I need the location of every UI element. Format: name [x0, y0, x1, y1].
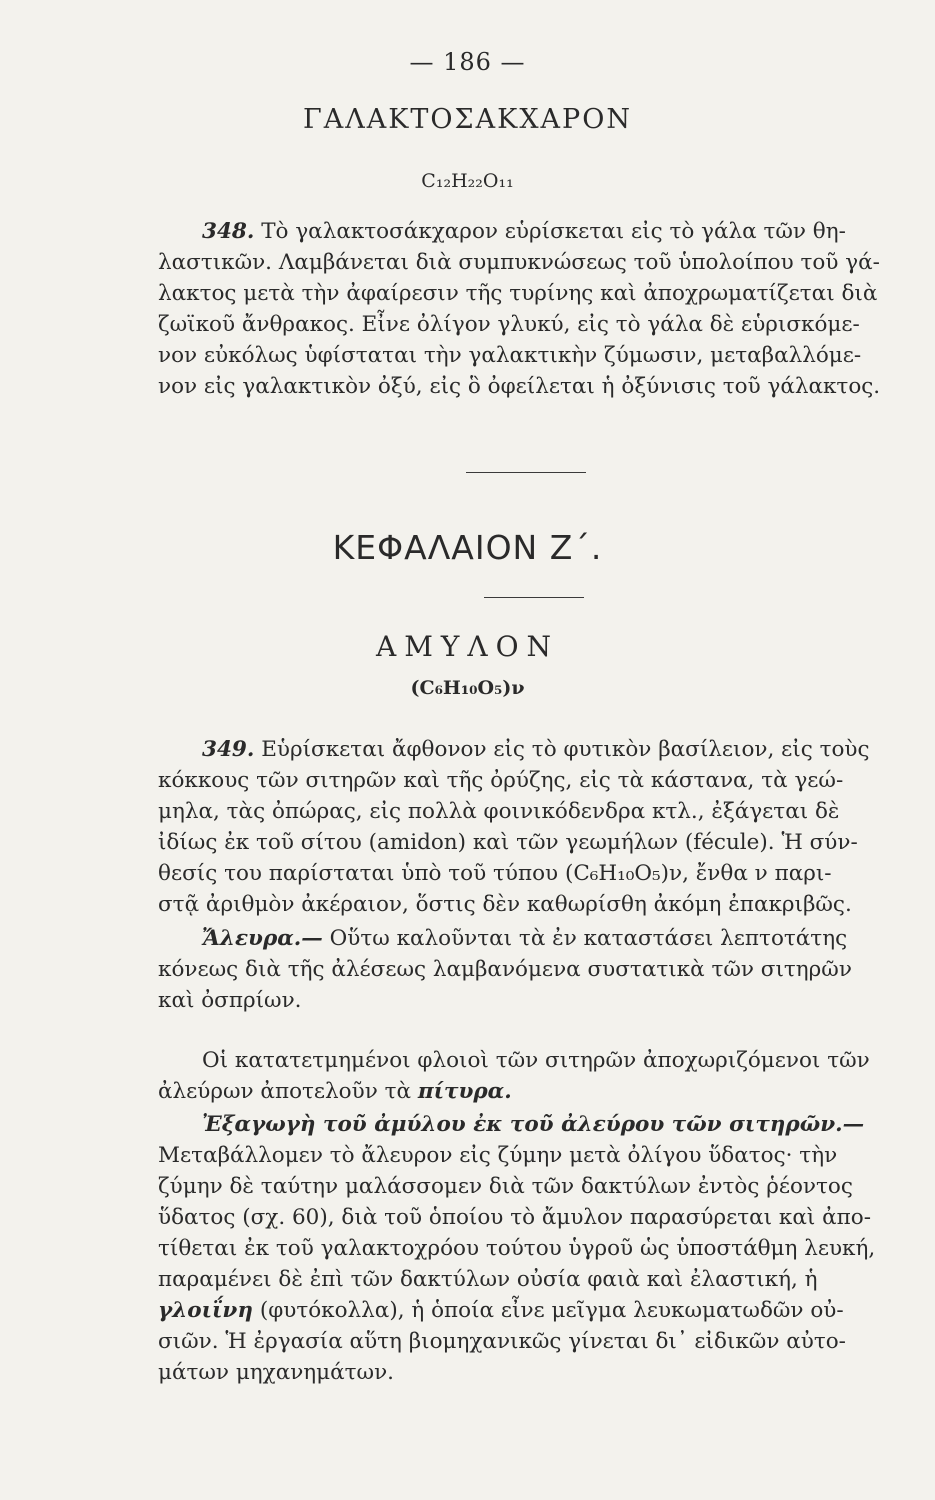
paragraph-line: παραμένει δὲ ἐπὶ τῶν δακτύλων οὐσία φαιὰ καὶ ἐλαστική, ἡ — [158, 1267, 818, 1292]
paragraph-line: στᾷ ἀριθμὸν ἀκέραιον, ὅστις δὲν καθωρίσθη ἀκόμη ἐπακριβῶς. — [158, 892, 852, 917]
term-pitura: πίτυρα. — [417, 1079, 512, 1104]
term-aleura: Ἄλευρα.— — [202, 926, 323, 951]
paragraph-line: γλοιΐνη (φυτόκολλα), ἡ ὁποία εἶνε μεῖγμα λευκωματωδῶν οὐ- — [158, 1298, 844, 1323]
paragraph-line: ἰδίως ἐκ τοῦ σίτου (amidon) καὶ τῶν γεωμήλων (fécule). Ἡ σύν- — [158, 830, 858, 855]
paragraph-line: καὶ ὀσπρίων. — [158, 988, 302, 1013]
paragraph-line: μηλα, τὰς ὀπώρας, εἰς πολλὰ φοινικόδενδρα κτλ., ἐξάγεται δὲ — [158, 799, 840, 824]
paragraph-line: ζωϊκοῦ ἄνθρακος. Εἶνε ὀλίγον γλυκύ, εἰς τὸ γάλα δὲ εὑρισκόμε- — [158, 312, 860, 337]
paragraph-line: τίθεται ἐκ τοῦ γαλακτοχρόου τούτου ὑγροῦ ὡς ὑποστάθμη λευκή, — [158, 1236, 876, 1261]
paragraph-line: νον εὐκόλως ὑφίσταται τὴν γαλακτικὴν ζύμωσιν, μεταβαλλόμε- — [158, 343, 862, 368]
paragraph-line: θεσίς του παρίσταται ὑπὸ τοῦ τύπου (C₆H₁₀O₅)ν, ἔνθα ν παρι- — [158, 861, 832, 886]
paragraph-number: 349. — [202, 737, 255, 762]
paragraph-pitura — [158, 1045, 928, 1107]
paragraph-line: νον εἰς γαλακτικὸν ὀξύ, εἰς ὃ ὀφείλεται ἡ ὀξύνισις τοῦ γάλακτος. — [158, 374, 881, 399]
page-number: — 186 — — [409, 48, 526, 76]
paragraph-extraction — [158, 1109, 928, 1388]
paragraph-line: Μεταβάλλομεν τὸ ἄλευρον εἰς ζύμην μετὰ ὀλίγου ὕδατος· τὴν — [158, 1143, 838, 1168]
section-title-galaktosakcharon: ΓΑΛΑΚΤΟΣΑΚΧΑΡΟΝ — [303, 104, 632, 135]
term-gloutini: γλοιΐνη — [158, 1298, 253, 1323]
paragraph-line: λακτος μετὰ τὴν ἀφαίρεσιν τῆς τυρίνης καὶ ἀποχρωματίζεται διὰ — [158, 281, 878, 306]
paragraph-line: λαστικῶν. Λαμβάνεται διὰ συμπυκνώσεως τοῦ ὑπολοίπου τοῦ γά- — [158, 250, 880, 275]
chapter-heading: ΚΕΦΑΛΑΙΟΝ Ζ΄. — [332, 528, 603, 567]
paragraph-number: 348. — [202, 219, 255, 244]
chemical-formula-starch: (C₆H₁₀O₅)ν — [410, 677, 525, 699]
divider-rule — [466, 472, 586, 473]
subsection-heading: Ἐξαγωγὴ τοῦ ἀμύλου ἐκ τοῦ ἀλεύρου τῶν σιτηρῶν.— — [202, 1112, 865, 1137]
chemical-formula-lactose: C₁₂H₂₂O₁₁ — [421, 170, 514, 192]
paragraph-line: 348. Τὸ γαλακτοσάκχαρον εὑρίσκεται εἰς τὸ γάλα τῶν θη- — [202, 219, 846, 244]
divider-rule — [484, 597, 584, 598]
paragraph-line: κόνεως διὰ τῆς ἀλέσεως λαμβανόμενα συστατικὰ τῶν σιτηρῶν — [158, 957, 852, 982]
paragraph-line: σιῶν. Ἡ ἐργασία αὕτη βιομηχανικῶς γίνεται δι᾿ εἰδικῶν αὐτο- — [158, 1329, 846, 1354]
paragraph-348 — [158, 216, 928, 402]
paragraph-line: μάτων μηχανημάτων. — [158, 1360, 394, 1385]
paragraph-line: ζύμην δὲ ταύτην μαλάσσομεν διὰ τῶν δακτύλων ἐντὸς ῥέοντος — [158, 1174, 853, 1199]
section-title-amylon: ΑΜΥΛΟΝ — [375, 630, 560, 663]
paragraph-line: κόκκους τῶν σιτηρῶν καὶ τῆς ὀρύζης, εἰς τὰ κάστανα, τὰ γεώ- — [158, 768, 844, 793]
paragraph-line: 349. Εὑρίσκεται ἄφθονον εἰς τὸ φυτικὸν βασίλειον, εἰς τοὺς — [202, 737, 870, 762]
paragraph-line: Οἱ κατατετμημένοι φλοιοὶ τῶν σιτηρῶν ἀποχωριζόμενοι τῶν — [202, 1048, 870, 1073]
paragraph-line: Ἄλευρα.— Οὕτω καλοῦνται τὰ ἐν καταστάσει λεπτοτάτης — [202, 926, 848, 951]
paragraph-line: ὕδατος (σχ. 60), διὰ τοῦ ὁποίου τὸ ἄμυλον παρασύρεται καὶ ἀπο- — [158, 1205, 871, 1230]
paragraph-349 — [158, 734, 928, 920]
paragraph-line: ἀλεύρων ἀποτελοῦν τὰ πίτυρα. — [158, 1079, 512, 1104]
paragraph-aleura — [158, 923, 928, 1016]
